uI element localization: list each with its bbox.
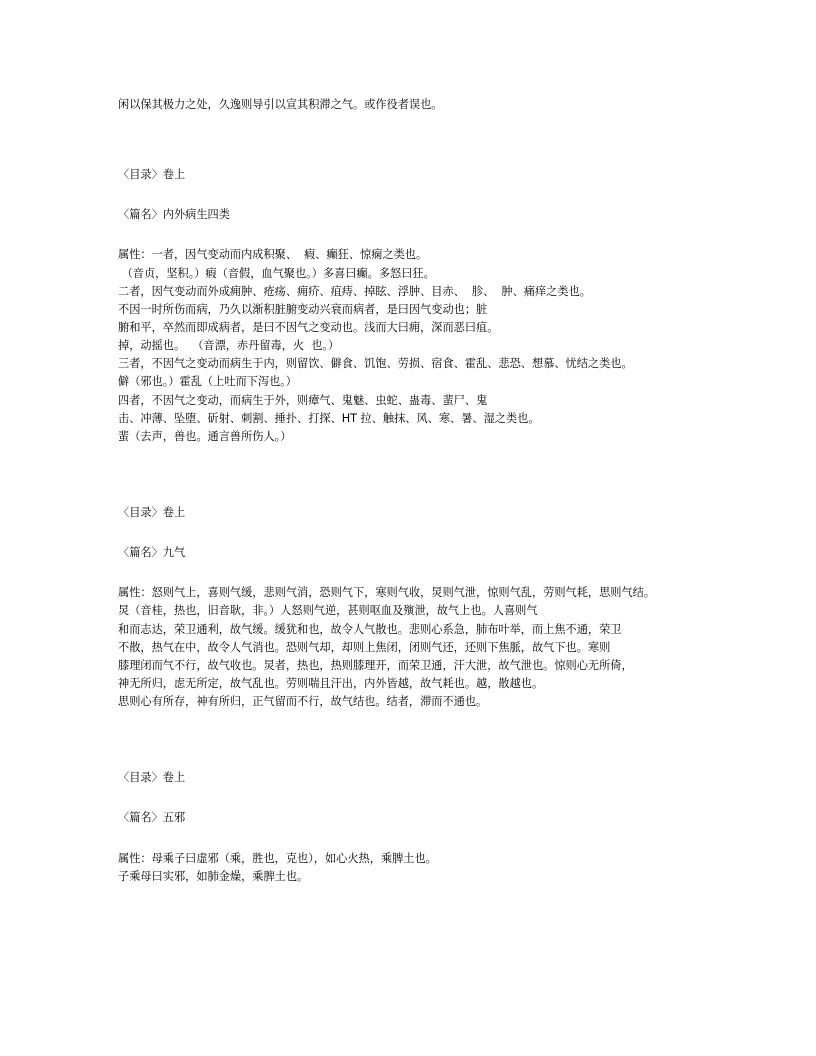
spacer: [118, 562, 696, 584]
spacer: [118, 114, 696, 166]
paragraph: 腑和平，卒然而即成病者，是曰不因气之变动也。浅而大曰痈，深而恶曰疽。: [118, 320, 499, 334]
spacer: [118, 711, 696, 769]
paragraph: 四者，不因气之变动，而病生于外，则瘴气、鬼魅、虫蛇、蛊毒、蜚尸、鬼: [118, 393, 488, 407]
paragraph: 炅（音桂，热也，旧音耿，非。）人怒则气逆，甚则呕血及殥泄，故气上也。人喜则气: [118, 604, 538, 618]
section-title-3: 〈篇名〉五邪: [118, 811, 186, 825]
catalog-line-2: 〈目录〉卷上: [118, 505, 186, 519]
document-body: [118, 96, 696, 886]
paragraph: 二者，因气变动而外成痈肿、疮疡、痈疥、疽痔、掉眩、浮肿、目赤、 胗、 肿、痛痒之类也。: [118, 284, 591, 298]
section-title-1: 〈篇名〉内外病生四类: [118, 208, 230, 222]
paragraph: 和而志达，荣卫通利，故气缓。缓犹和也，故令人气散也。悲则心系急，肺布叶举，而上焦不通，荣卫: [118, 622, 622, 636]
paragraph: 不散，热气在中，故令人气消也。恐则气却，却则上焦闭，闭则气还，还则下焦脈，故气下也。寒则: [118, 640, 611, 654]
paragraph: 子乘母曰实邪，如肺金燥，乘脾土也。: [118, 869, 309, 883]
paragraph: 三者，不因气之变动而病生于内，则留饮、僻食、饥饱、劳损、宿食、霍乱、悲恐、想慕、忧结之类也。: [118, 357, 633, 371]
section-content-1: [118, 246, 696, 446]
paragraph: 属性：一者，因气变动而内成积聚、 瘕、癫狂、惊痫之类也。: [118, 248, 428, 262]
paragraph: 属性：母乘子曰虚邪（乘，胜也，克也），如心火热，乘脾土也。: [118, 851, 437, 865]
paragraph: （音贞，坚积。）瘕（音假，血气聚也。）多喜曰癫。多怒曰狂。: [118, 266, 435, 280]
paragraph: 蜚（去声，兽也。通言兽所伤人。）: [118, 429, 292, 443]
catalog-line-1: 〈目录〉卷上: [118, 168, 186, 182]
paragraph: 属性：怒则气上，喜则气缓，悲则气消，恐则气下，寒则气收，炅则气泄，惊则气乱，劳则气耗，思则气结。: [118, 586, 656, 600]
spacer: [118, 224, 696, 246]
intro-paragraph: 闲以保其极力之处，久逸则导引以宣其积滞之气。或作役者误也。: [118, 98, 443, 111]
spacer: [118, 522, 696, 544]
paragraph: 僻（邪也。）霍乱（上吐而下泻也。）: [118, 375, 297, 389]
section-content-3: [118, 850, 696, 886]
section-content-2: [118, 584, 696, 711]
spacer: [118, 446, 696, 504]
catalog-line-3: 〈目录〉卷上: [118, 771, 186, 785]
section-title-2: 〈篇名〉九气: [118, 546, 186, 560]
spacer: [118, 184, 696, 206]
paragraph: 不因一时所伤而病，乃久以渐积脏腑变动兴衰而病者，是曰因气变动也；脏: [118, 302, 488, 316]
paragraph: 掉，动摇也。 （音漂，赤丹留毒，火 也。）: [118, 339, 340, 353]
paragraph: 击、冲薄、坠堕、斫射、刺割、捶扑、打探、HT 拉、触抹、风、寒、暑、湿之类也。: [118, 411, 540, 425]
paragraph: 神无所归，虑无所定，故气乱也。劳则喘且汗出，内外皆越，故气耗也。越，散越也。: [118, 676, 544, 690]
spacer: [118, 787, 696, 809]
spacer: [118, 828, 696, 850]
paragraph: 思则心有所存，神有所归，正气留而不行，故气结也。结者，滞而不通也。: [118, 695, 488, 709]
paragraph: 膝理闭而气不行，故气收也。炅者，热也，热则膝理开，而荣卫通，汗大泄，故气泄也。惊则心无所倚，: [118, 658, 633, 672]
